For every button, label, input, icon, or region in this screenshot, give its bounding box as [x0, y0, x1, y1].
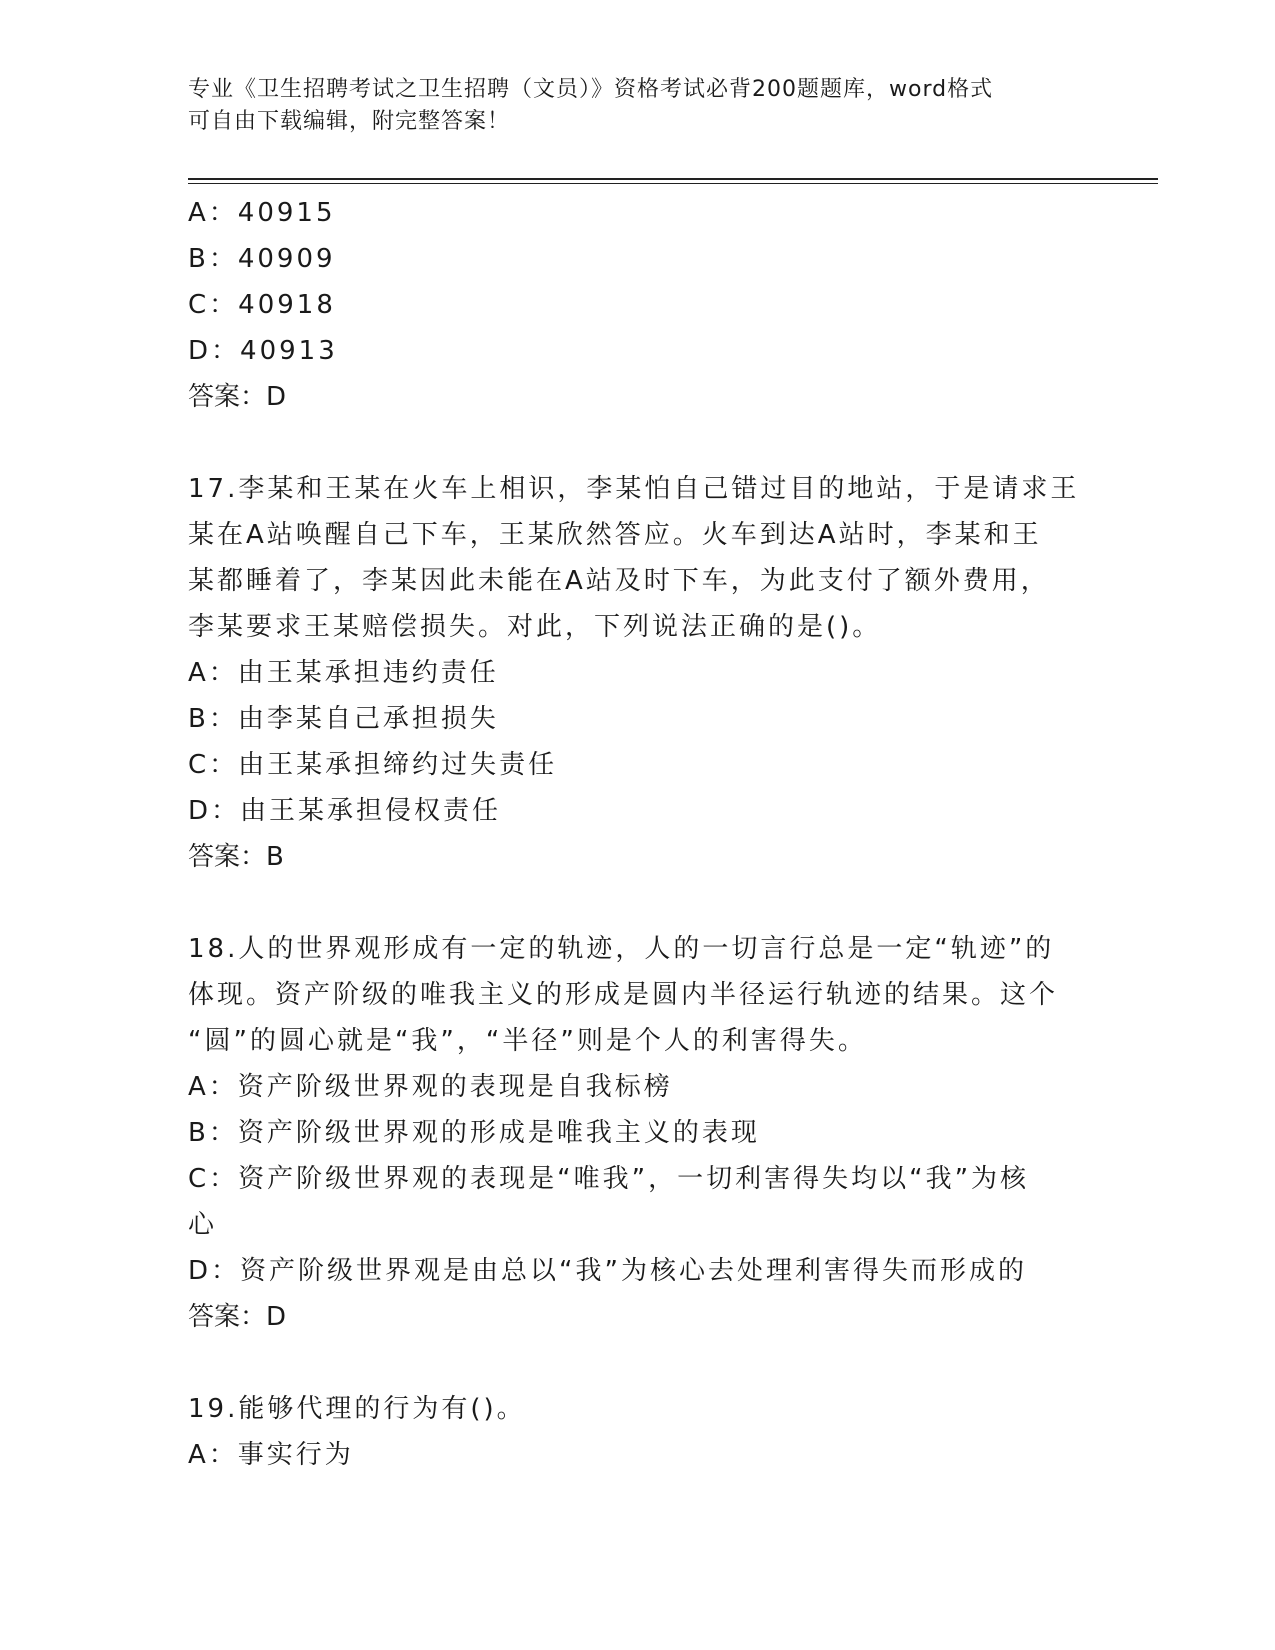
spacer [188, 880, 1088, 926]
question-16 [188, 190, 1088, 420]
option-d: D：40913 [188, 336, 338, 366]
question-text-line: 李某要求王某赔偿损失。对此，下列说法正确的是()。 [188, 612, 882, 642]
option-a: A：资产阶级世界观的表现是自我标榜 [188, 1072, 673, 1102]
option-c: C：资产阶级世界观的表现是“唯我”，一切利害得失均以“我”为核 [188, 1164, 1030, 1194]
question-17 [188, 466, 1088, 880]
option-a: A：由王某承担违约责任 [188, 658, 499, 688]
question-text-line: 19.能够代理的行为有()。 [188, 1394, 526, 1424]
document-header [188, 74, 1088, 138]
spacer [188, 420, 1088, 466]
question-18 [188, 926, 1088, 1340]
header-rule-thin [188, 183, 1158, 184]
option-c-continued: 心 [188, 1210, 218, 1240]
option-a: A：40915 [188, 198, 336, 228]
option-b: B：由李某自己承担损失 [188, 704, 499, 734]
option-b: B：40909 [188, 244, 336, 274]
option-b: B：资产阶级世界观的形成是唯我主义的表现 [188, 1118, 760, 1148]
question-text-line: 17.李某和王某在火车上相识，李某怕自己错过目的地站，于是请求王 [188, 474, 1080, 504]
answer-line: 答案：D [188, 1302, 287, 1332]
option-d: D：由王某承担侵权责任 [188, 796, 502, 826]
answer-line: 答案：D [188, 382, 287, 412]
question-text-line: 某都睡着了，李某因此未能在A站及时下车，为此支付了额外费用， [188, 566, 1050, 596]
header-rule-thick [188, 178, 1158, 180]
question-text-line: 18.人的世界观形成有一定的轨迹，人的一切言行总是一定“轨迹”的 [188, 934, 1055, 964]
spacer [188, 1340, 1088, 1386]
question-text-line: 体现。资产阶级的唯我主义的形成是圆内半径运行轨迹的结果。这个 [188, 980, 1059, 1010]
question-list [188, 190, 1088, 1478]
answer-line: 答案：B [188, 842, 284, 872]
option-c: C：40918 [188, 290, 336, 320]
option-a: A：事实行为 [188, 1440, 354, 1470]
question-19 [188, 1386, 1088, 1478]
question-text-line: 某在A站唤醒自己下车，王某欣然答应。火车到达A站时，李某和王 [188, 520, 1042, 550]
header-line-1: 专业《卫生招聘考试之卫生招聘（文员）》资格考试必背200题题库，word格式 [188, 77, 994, 102]
option-c: C：由王某承担缔约过失责任 [188, 750, 558, 780]
question-text-line: “圆”的圆心就是“我”，“半径”则是个人的利害得失。 [188, 1026, 867, 1056]
option-d: D：资产阶级世界观是由总以“我”为核心去处理利害得失而形成的 [188, 1256, 1027, 1286]
header-line-2: 可自由下载编辑，附完整答案！ [188, 109, 511, 134]
